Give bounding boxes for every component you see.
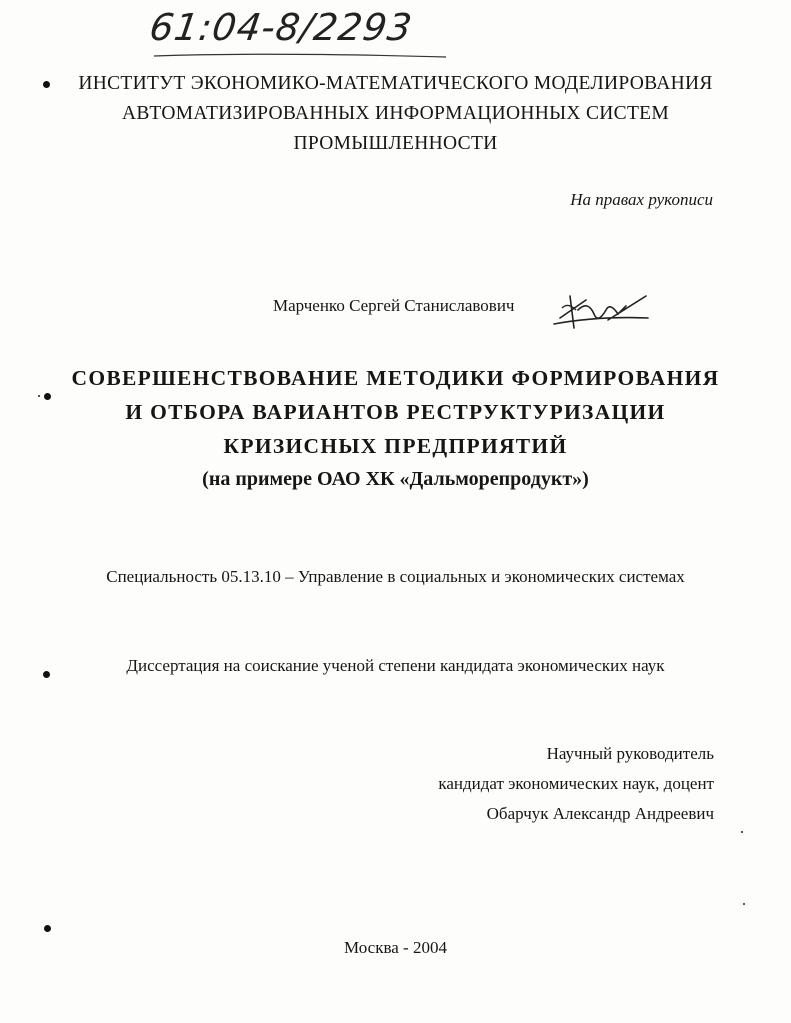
supervisor-role: Научный руководитель <box>546 744 714 763</box>
institute-line-2: АВТОМАТИЗИРОВАННЫХ ИНФОРМАЦИОННЫХ СИСТЕМ <box>121 103 670 124</box>
institute-line-3: ПРОМЫШЛЕННОСТИ <box>293 133 498 154</box>
title-line-3: КРИЗИСНЫХ ПРЕДПРИЯТИЙ <box>223 434 568 458</box>
author-name: Марченко Сергей Станиславович <box>273 296 515 315</box>
footer-city-year: Москва - 2004 <box>344 938 447 957</box>
scan-speck <box>741 831 743 833</box>
title-line-1: СОВЕРШЕНСТВОВАНИЕ МЕТОДИКИ ФОРМИРОВАНИЯ <box>71 366 720 390</box>
binder-hole-mark <box>43 81 50 88</box>
title-line-2: И ОТБОРА ВАРИАНТОВ РЕСТРУКТУРИЗАЦИИ <box>125 400 666 424</box>
specialty-line: Специальность 05.13.10 – Управление в социальных и экономических системах <box>106 567 685 586</box>
binder-hole-mark <box>44 393 51 400</box>
binder-hole-mark <box>44 925 51 932</box>
scan-speck <box>743 903 745 905</box>
supervisor-degree: кандидат экономических наук, доцент <box>438 774 714 793</box>
author-signature <box>548 288 653 336</box>
dissertation-line: Диссертация на соискание ученой степени кандидата экономических наук <box>126 656 665 675</box>
binder-hole-mark <box>43 671 50 678</box>
supervisor-name: Обарчук Александр Андреевич <box>486 804 714 823</box>
institute-line-1: ИНСТИТУТ ЭКОНОМИКО-МАТЕМАТИЧЕСКОГО МОДЕЛИРОВАНИЯ <box>78 73 713 94</box>
title-subtitle: (на примере ОАО ХК «Дальморепродукт») <box>202 468 589 490</box>
handwritten-underline <box>150 50 450 60</box>
archive-number: 61:04-8/2293 <box>146 6 416 49</box>
scan-speck <box>38 395 40 397</box>
rights-note: На правах рукописи <box>570 190 713 209</box>
